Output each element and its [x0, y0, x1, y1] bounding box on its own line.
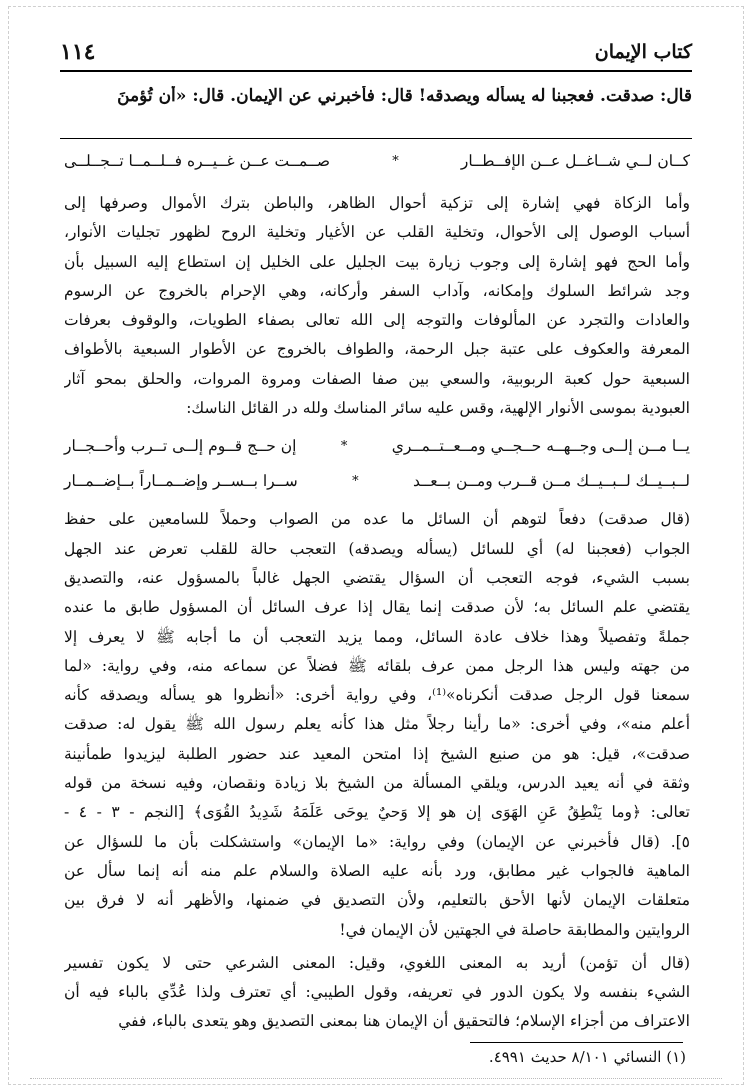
verse-2-second-hemistich: إن حــج قــوم إلــى تــرب وأحــجــار [64, 437, 297, 456]
para2-line: وثقة في أنه يعيد الدرس، ويلقي المسألة من الشيخ بلا زيادة ونقصان، وفيه نسخة من قوله [64, 774, 690, 793]
para2-line: جملةً وتفصيلاً وهذا خلاف عادة السائل، ومما يزيد التعجب أن ما أجابه ﷺ لا يعرف إلا [64, 627, 690, 646]
para2-line: أعلم منه»، وفي أخرى: «ما رأينا رجلاً مثل هذا كأنه يعلم رسول الله ﷺ يقول له: صدقت [64, 715, 690, 734]
paragraph-2 [64, 505, 690, 944]
paragraph-3 [64, 949, 690, 1037]
page-header [60, 36, 692, 68]
verse-1-first-hemistich: كــان لــي شــاغــل عــن الإفــطــار [460, 152, 690, 170]
verse-2 [64, 429, 690, 464]
header-rule [60, 70, 692, 72]
para2-line: ٥]. (قال فأخبرني عن الإيمان) وفي رواية: «ما الإيمان» واستشكلت بأن ما للسؤال عن [64, 832, 690, 851]
para2-line: من جهته وليس هذا الرجل ممن عرف بلقائه ﷺ فضلاً عن سماعه منه، وفي رواية: «لما [64, 656, 690, 675]
para2-line: تعالى: ﴿وما يَنْطِقُ عَنِ الهَوَى إن هو إلا وَحيٌ يوحَى عَلَمَهُ شَدِيدُ القُوَى﴾ [النجم - ٣ - ٤ - [64, 803, 690, 822]
verse-1 [64, 144, 690, 179]
para1-line: المعرفة والعكوف على عتبة جبل الرحمة، والطواف بالخروج عن الأطوار السبعية بالأطواف [64, 340, 690, 359]
para2-line: (قال صدقت) دفعاً لتوهم أن السائل ما عده من الصواب وحملاً للسامعين على حفظ [64, 510, 690, 529]
para1-line: وأما الحج فهو إشارة إلى وجوب زيارة بيت الجليل على الخليل إن استطاع إليه السبيل بأن [64, 252, 690, 271]
hadith-line: قال: صدقت. فعجبنا له يسأله ويصدقه! قال: فأخبرني عن الإيمان. قال: «أن تُؤمنَ [117, 86, 692, 106]
verse-1-second-hemistich: صــمــت عــن غــيــره فــلــمــا تــجــلــى [64, 152, 331, 170]
para2-line: الماهية فالجواب غير مطابق، ورد بأنه عليه الصلاة والسلام علم منه أنه إنما سأل عن [64, 861, 690, 880]
para1-line: وأما الزكاة فهي إشارة إلى تزكية أحوال الظاهر، والباطن بترك الأموال وصرفها إلى [64, 194, 690, 212]
footnote: (١) النسائي ٨/١٠١ حديث ٤٩٩١. [488, 1048, 686, 1066]
para2-line: متعلقات الإيمان لأنها الأحق بالتعليم، ولأن التصديق في ضمنها، والأظهر أنه لا فرق بين [64, 891, 690, 910]
para2-line: صدقت»، قيل: هو من صنيع الشيخ إذا امتحن المعيد عند حضور الطلبة ليزيدوا طمأنينة [64, 744, 690, 763]
verse-3 [64, 464, 690, 499]
para1-line: العبودية بموسى الأنوار الإلهية، وقس عليه سائر المناسك ولله در القائل الناسك: [186, 399, 690, 418]
para1-line: السبعية حول كعبة الربوبية، والسعي بين صفا الصفات ومروة المروات، والحلق بمحو آثار [64, 369, 690, 388]
para2-line: يقتضي علم السائل به؛ لأن صدقت إنما يقال إذا عرف السائل أن المسؤول طابق ما عنده [64, 598, 690, 617]
para1-line: والعادات والتجرد عن المألوفات والتوجه إلى الله تعالى بصفاء الطويات، والوقوف بعرفات [64, 311, 690, 330]
verse-1-separator: * [392, 154, 399, 169]
verse-2-first-hemistich: يــا مــن إلــى وجــهــه حــجــي ومــعــتــمــري [391, 437, 690, 456]
para2-line: بسبب الشيء، فوجه التعجب أن السؤال يقتضي الجهل غالباً بالمسؤول عنه، والتصديق [64, 568, 690, 587]
verse-3-first-hemistich: لــبــيــك لــبــيــك مــن قــرب ومــن بــعــد [413, 472, 690, 491]
para2-line: الروايتين والمطابقة حاصلة في الجهتين لأن الإيمان في! [339, 920, 690, 939]
verse-2-separator: * [340, 439, 348, 455]
para3-line: الشيء بنفسه ولا يكون الدور في تعريفه، وقول الطيبي: أي تعترف ولذا عُدِّي بالباء فيه أن [64, 983, 690, 1002]
bottom-ornament [30, 1078, 722, 1087]
para1-line: وجد شرائط السلوك وإمكانه، وآداب السفر وأركانه، وهي الإحرام بالخروج عن الرسوم [64, 281, 690, 300]
verse-3-separator: * [352, 474, 359, 490]
para3-line: الاعتراف من أجزاء الإسلام؛ فالتحقيق أن الإيمان هنا بمعنى التصديق وهو يتعدى بالباء، ففي [118, 1012, 690, 1031]
para3-line: (قال أن تؤمن) أريد به المعنى اللغوي، وقيل: المعنى الشرعي حتى لا يكون تفسير [64, 953, 690, 972]
page-number: ١١٤ [60, 39, 96, 65]
para2-line: الجواب (فعجبنا له) أي للسائل (يسأله ويصدقه) التعجب حالة للقلب تعرض عند الجهل [64, 539, 690, 558]
hadith-rule [60, 138, 692, 139]
para1-line: أسباب الوصول إلى الأحوال، وتخلية القلب عن الأغيار وتخلية الروح لظهور تجليات الأنوار، [64, 223, 690, 242]
para2-line: سمعنا قول الرجل صدقت أنكرناه»⁽¹⁾، وفي رواية أخرى: «أنظروا هو يسأله ويصدقه كأنه [64, 686, 690, 705]
commentary-body [64, 144, 690, 1037]
verse-3-second-hemistich: ســرا بــســر وإضــمــاراً بــإضــمــار [64, 472, 298, 491]
footnote-rule [470, 1042, 683, 1043]
book-title: كتاب الإيمان [594, 41, 692, 63]
paragraph-1 [64, 189, 690, 423]
